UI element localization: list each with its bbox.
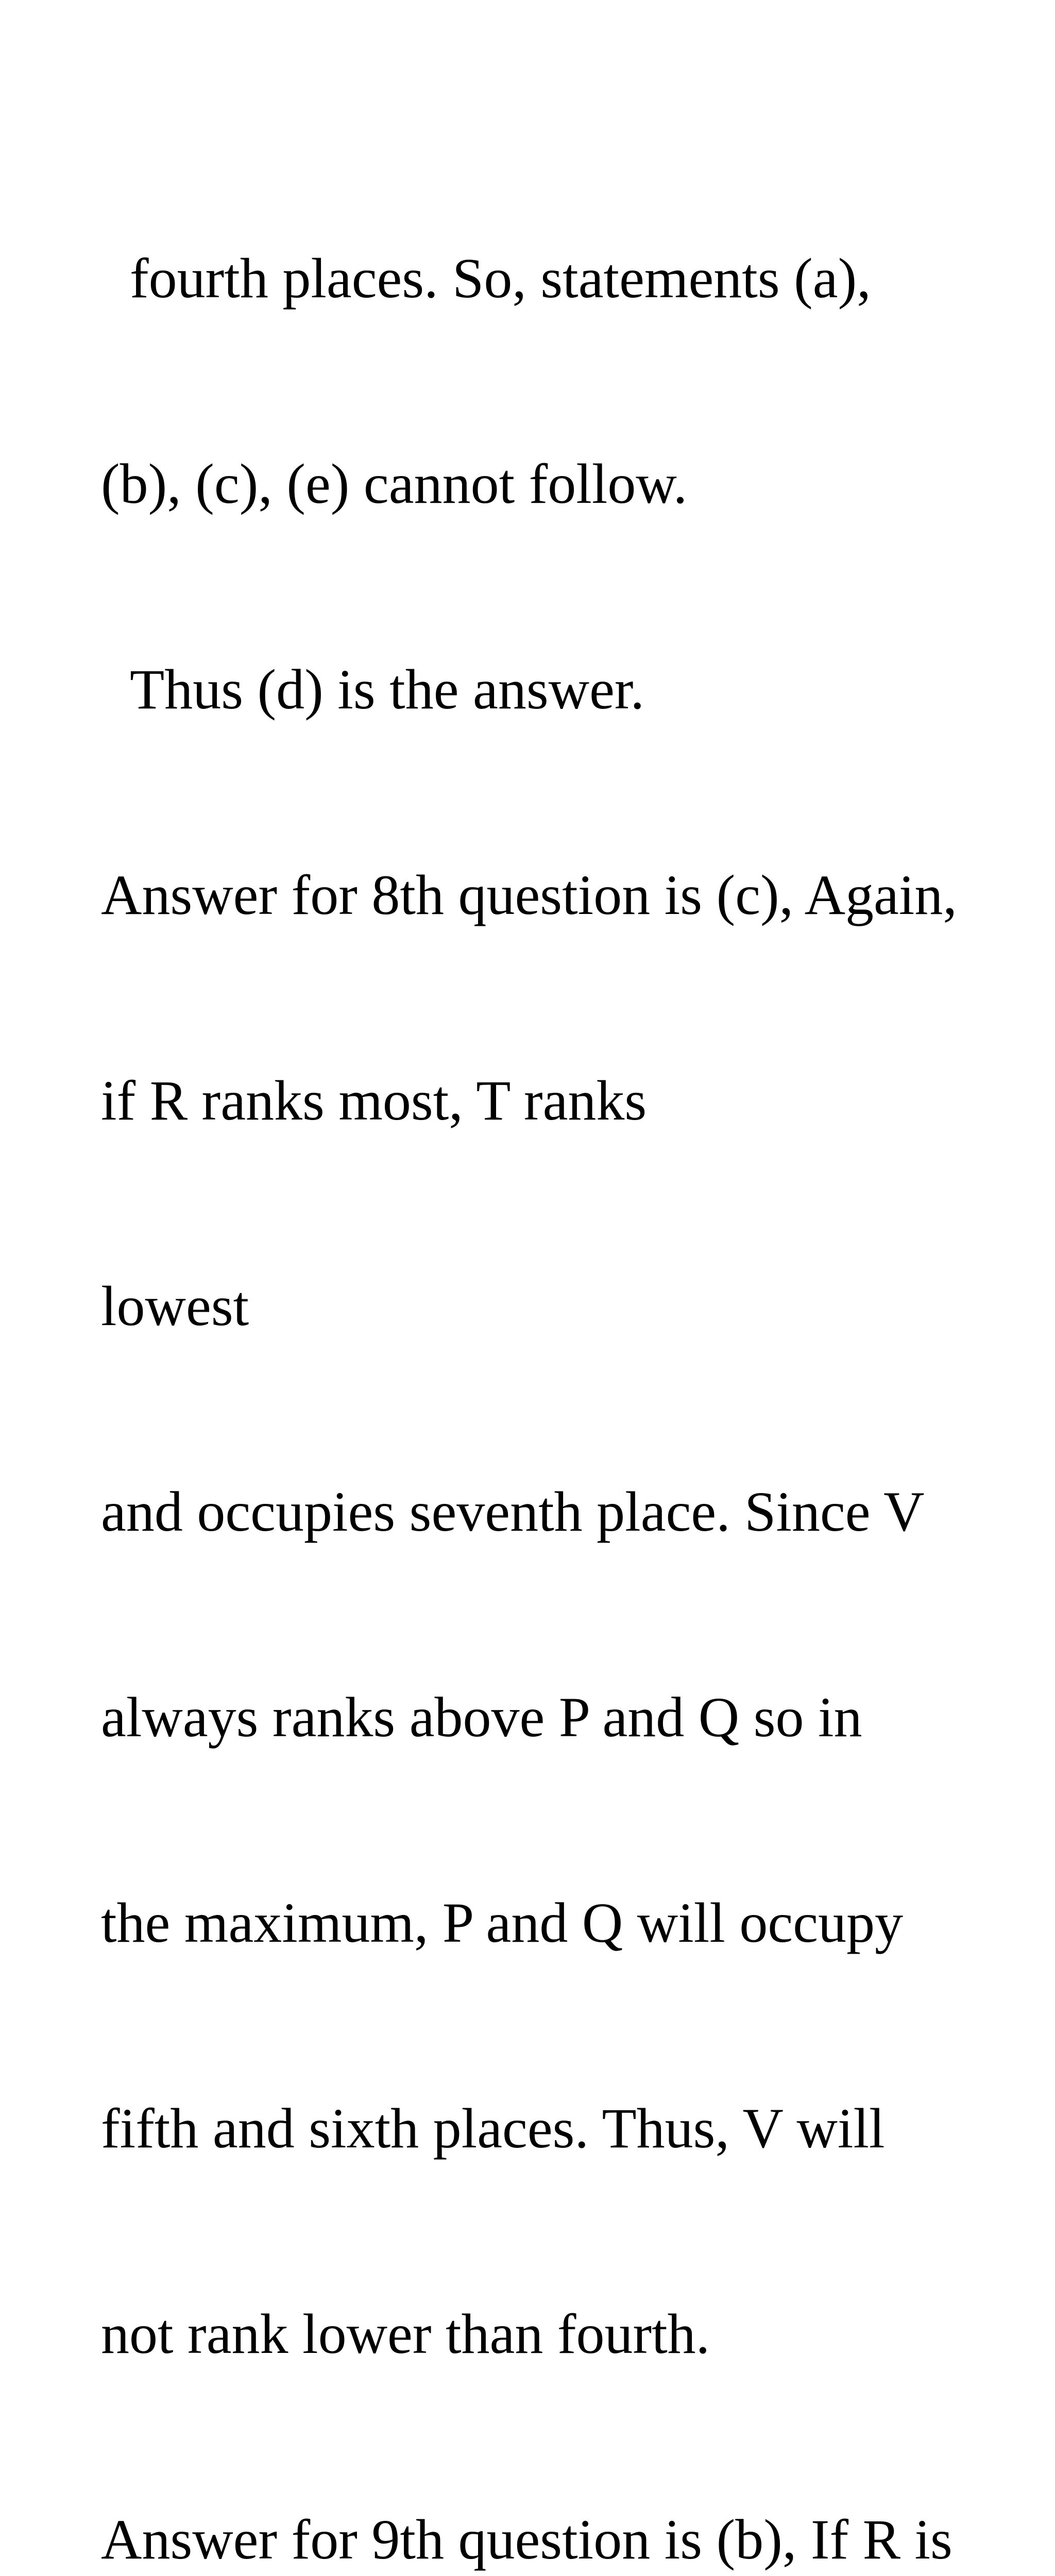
text-line: (b), (c), (e) cannot follow. xyxy=(101,452,688,515)
answer-explanation-text xyxy=(101,107,1028,2576)
text-line: Answer for 8th question is (c), Again, xyxy=(101,863,957,926)
text-line: if R ranks most, T ranks xyxy=(101,1069,647,1132)
text-line: not rank lower than fourth. xyxy=(101,2302,710,2365)
text-line: always ranks above P and Q so in xyxy=(101,1686,862,1749)
text-line: Thus (d) is the answer. xyxy=(130,658,644,721)
text-line: the maximum, P and Q will occupy xyxy=(101,1891,904,1954)
text-line: and occupies seventh place. Since V xyxy=(101,1480,925,1543)
text-line: Answer for 9th question is (b), If R is xyxy=(101,2508,952,2571)
text-line: lowest xyxy=(101,1275,249,1337)
text-line: fourth places. So, statements (a), xyxy=(130,247,871,310)
text-line: fifth and sixth places. Thus, V will xyxy=(101,2097,885,2160)
